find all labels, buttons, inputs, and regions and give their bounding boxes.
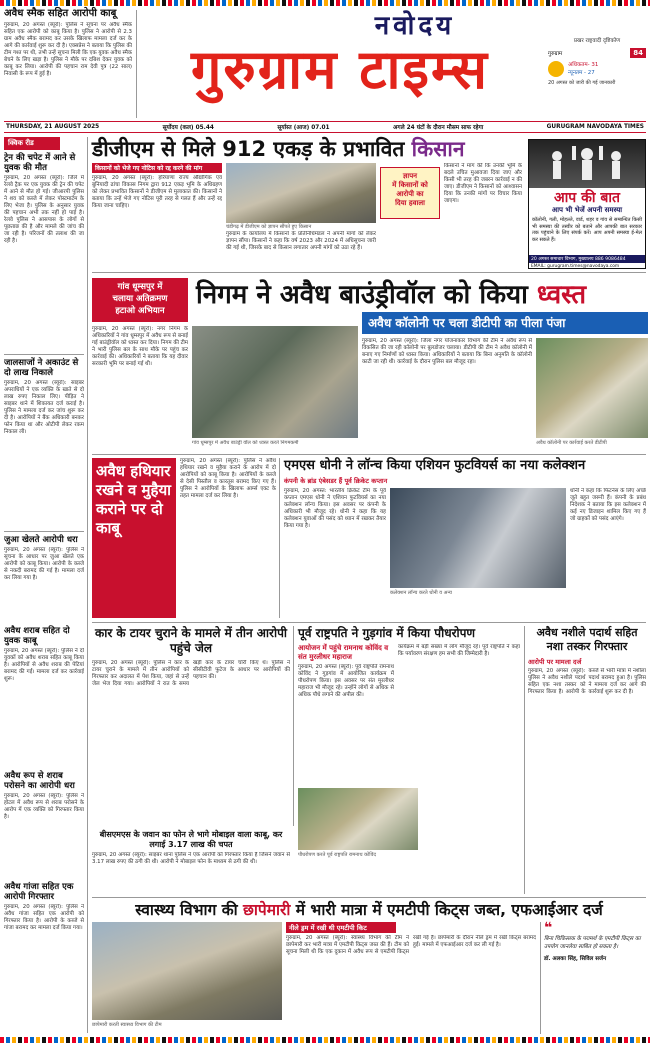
masthead-brand bbox=[140, 12, 540, 112]
nigam-headline-accent: ध्वस्त bbox=[536, 280, 587, 310]
nigam-headline bbox=[196, 280, 648, 310]
lead-text-right: किसानों ने मांग की कि उनकी भूमि के बदले उचित मुआवजा दिया जाए और किसी भी तरह की जबरन कार्रवाई न की जाए। डीजीएम ने किसानों को आश्वासन दिया कि उनकी मांगों पर विचार किया जाएगा। bbox=[444, 163, 522, 204]
dtp-photo bbox=[536, 338, 648, 438]
dhoni-right-text: धोनी ने कहा कि फिटनेस के लिए अच्छे जूते बहुत जरूरी हैं। कंपनी के प्रबंध निदेशक ने बताया कि इस कलेक्शन में कई नए डिजाइन शामिल किए गए हैं जो ग्राहकों को पसंद आएंगे। bbox=[570, 488, 646, 522]
apki-baat-sub: आप भी भेजें अपनी समस्या bbox=[551, 206, 623, 214]
health-text: गुरुग्राम, 20 अगस्त (ब्यूरो): स्वास्थ्य विभाग की टीम ने छापेमारी कर भारी मात्रा में एमटीपी किट्स जब्त की हैं। टीम को सूचना मिली थी कि एक दुकान में अवैध रूप से एमटीपी किट्स रखी गई हैं। छापेमारी के दौरान नीले ड्रम में रखी किट्स बरामद हुईं। मामले में एफआईआर दर्ज कर ली गई है। bbox=[286, 935, 536, 955]
divider bbox=[87, 137, 88, 1033]
divider bbox=[293, 626, 294, 826]
divider bbox=[4, 531, 84, 532]
sidebar-story-6-text: गुरुग्राम, 20 अगस्त (ब्यूरो): पुलिस ने अवैध गांजा सहित एक आरोपी को गिरफ्तार किया है। आरोपी के कब्जे से गांजा बरामद कर मामला दर्ज किया गया। bbox=[4, 904, 84, 931]
sidebar-story-4-text: गुरुग्राम, 20 अगस्त (ब्यूरो): पुलिस ने दो युवकों को अवैध शराब सहित काबू किया है। आरोपियों से अवैध शराब की पेटियां बरामद की गईं। मामला दर्ज कर कार्रवाई शुरू। bbox=[4, 648, 84, 682]
weather-min: न्यूनतम - 27 bbox=[568, 70, 595, 76]
sun-icon bbox=[548, 61, 564, 77]
health-photo bbox=[92, 922, 282, 1020]
car-text: गुरुग्राम, 20 अगस्त (ब्यूरो): पुलिस ने कार के टायर चुराने के मामले में तीन आरोपियों को गिरफ्तार कर अदालत में पेश किया, जहां से उन्हें जेल भेज दिया गया। आरोपियों ने रात के समय खड़ी कार के टायर चोरी किए थे। पुलिस ने सीसीटीवी फुटेज के आधार पर आरोपियों की पहचान की। bbox=[92, 660, 290, 687]
box-line: ज्ञापन bbox=[402, 172, 418, 180]
lead-story bbox=[92, 137, 522, 267]
divider bbox=[92, 622, 646, 623]
health-headline-a: स्वास्थ्य विभाग की bbox=[135, 901, 238, 919]
lead-headline-main: डीजीएम से मिले 912 एकड़ के प्रभावित bbox=[92, 137, 405, 161]
nigam-text: गुरुग्राम, 20 अगस्त (ब्यूरो): नगर निगम के अधिकारियों ने गांव धूम्सपुर में अवैध रूप से बनाई गई बाउंड्रीवॉल को ध्वस्त कर दिया। निगम की टीम ने भारी पुलिस बल के साथ मौके पर पहुंच कर कार्रवाई की। अधिकारियों ने बताया कि यह दीवार सरकारी भूमि पर बनाई गई थी। bbox=[92, 326, 188, 367]
color-strip-bottom bbox=[0, 1037, 650, 1043]
page-number: 84 bbox=[630, 48, 646, 58]
sidebar-story-2-title: जालसाजों ने अकाउंट से दो लाख निकाले bbox=[4, 358, 79, 378]
rashtrapati-headline: पूर्व राष्ट्रपति ने गुड़गांव में किया पौधरोपण bbox=[298, 626, 476, 640]
dhoni-caption: कलेक्शन लॉन्च करते धोनी व अन्य bbox=[390, 590, 452, 596]
bijli-headline: बीसएमएस के जवान का फोन ले भागे मोबाइल वाला काबू, कर लगाई 3.17 लाख की चपत bbox=[99, 830, 283, 849]
dtp-text: गुरुग्राम, 20 अगस्त (ब्यूरो): जिला नगर योजनाकार विभाग की टीम ने अवैध रूप से विकसित की जा रही कॉलोनी पर बुलडोजर चलाया। डीटीपी की टीम ने अवैध कॉलोनी में बनाए गए निर्माणों को ध्वस्त किया। अधिकारियों ने बताया कि बिना अनुमति के कॉलोनी काटी जा रही थी। कार्रवाई के दौरान पुलिस बल मौजूद रहा। bbox=[362, 338, 532, 365]
apki-baat-contact: 20 अगस्त समाचार विभाग, मुख्यालय 886 9086484 bbox=[529, 255, 645, 263]
quick-read-sidebar bbox=[4, 137, 84, 1033]
car-story bbox=[92, 626, 290, 826]
sidebar-story-5-text: गुरुग्राम, 20 अगस्त (ब्यूरो): पुलिस ने होटल में अवैध रूप से शराब परोसने के आरोप में एक व्यक्ति को गिरफ्तार किया है। bbox=[4, 793, 84, 820]
divider bbox=[92, 897, 646, 898]
dhoni-text: गुरुग्राम, 20 अगस्त: भारतीय क्रिकेट टीम के पूर्व कप्तान एमएस धोनी ने एशियन फुटवियर्स का नया कलेक्शन लॉन्च किया। इस अवसर पर कंपनी के अधिकारी भी मौजूद रहे। धोनी ने कहा कि यह कलेक्शन युवाओं की पसंद को ध्यान में रखकर तैयार किया गया है। bbox=[284, 488, 386, 529]
health-quote-by: डॉ. अलका सिंह, सिविल सर्जन bbox=[544, 956, 607, 962]
lead-quote-box bbox=[380, 167, 440, 219]
nasha-sub: आरोपी पर मामला दर्ज bbox=[528, 658, 582, 666]
lead-photo bbox=[226, 163, 376, 223]
bijli-story bbox=[92, 830, 290, 894]
hathiyar-headline-box bbox=[92, 458, 176, 618]
protest-graphic bbox=[529, 140, 645, 188]
nigam-photo-block bbox=[192, 326, 358, 450]
sidebar-story-1-text: गुरुग्राम, 20 अगस्त (ब्यूरो): जिले में रेलवे ट्रैक पर एक युवक की ट्रेन की चपेट में आने से मौत हो गई। जीआरपी पुलिस ने शव को कब्जे में लेकर पोस्टमार्टम के लिए भेजा है। पुलिस के अनुसार युवक की पहचान अभी तक नहीं हो पाई है। रेलवे पुलिस ने आसपास के लोगों से पूछताछ की है और मामले की जांच की जा रही है। परिजनों की तलाश की जा रही है। bbox=[4, 175, 84, 244]
box-line: आरोपी का bbox=[396, 190, 424, 198]
quick-read-tag: क्विक रीड bbox=[4, 137, 60, 150]
divider bbox=[279, 458, 280, 618]
masthead-left-story bbox=[4, 8, 132, 118]
health-sub: नीले ड्रम में रखी थी एमटीपी किट bbox=[286, 922, 396, 933]
masthead-left-title: अवैध स्मैक सहित आरोपी काबू bbox=[4, 8, 117, 19]
dateline-sunrise: सूर्योदय (कल) 05.44 bbox=[162, 125, 214, 131]
sidebar-story-3-title: जुआ खेलते आरोपी धरा bbox=[4, 535, 78, 545]
sidebar-story-4-title: अवैध शराब सहित दो युवक काबू bbox=[4, 626, 70, 646]
rashtrapati-right-text: कार्यक्रम में बड़ी संख्या में लोग मौजूद रहे। पूर्व राष्ट्रपति ने कहा कि पर्यावरण संरक्षण हम सभी की जिम्मेदारी है। bbox=[398, 644, 520, 657]
weather-max: अधिकतम- 31 bbox=[568, 62, 599, 68]
weather-note: 20 अगस्त को जारी की गई जानकारी bbox=[548, 80, 616, 86]
nasha-text: गुरुग्राम, 20 अगस्त (ब्यूरो): पुलिस ने अवैध नशीले पदार्थ सहित एक नशा तस्कर को गिरफ्तार किया है। आरोपी के कब्जे से भारी मात्रा में नशीला पदार्थ बरामद हुआ है। पुलिस ने मामला दर्ज कर आगे की कार्रवाई शुरू कर दी है। bbox=[528, 668, 646, 695]
lead-headline bbox=[92, 137, 522, 161]
health-headline bbox=[92, 900, 646, 920]
color-strip-top bbox=[0, 0, 650, 6]
sidebar-story-6-title: अवैध गांजा सहित एक आरोपी गिरफ्तार bbox=[4, 882, 74, 902]
sidebar-story-2-text: गुरुग्राम, 20 अगस्त (ब्यूरो): साइबर अपराधियों ने एक व्यक्ति के खाते से दो लाख रुपए निकाल लिए। पीड़ित ने साइबर थाने में शिकायत दर्ज कराई है। पुलिस ने मामला दर्ज कर जांच शुरू कर दी है। आरोपियों ने बैंक अधिकारी बनकर फोन किया था और ओटीपी लेकर रकम निकाल ली। bbox=[4, 380, 84, 435]
dtp-story bbox=[362, 338, 648, 450]
dhoni-sub: कंपनी के ब्रांड एंबेसडर हैं पूर्व क्रिकेट कप्तान bbox=[284, 477, 388, 485]
protest-icon bbox=[542, 144, 632, 184]
lead-subhead: किसानों को भेजे गए नोटिस को रद्द करने की मांग bbox=[92, 163, 222, 173]
divider bbox=[92, 454, 646, 455]
dhoni-photo bbox=[390, 488, 566, 588]
rashtrapati-photo bbox=[298, 788, 418, 850]
health-headline-b: में भारी मात्रा में एमटीपी किट्स जब्त, एफआईआर दर्ज bbox=[295, 901, 603, 919]
dtp-caption: अवैध कॉलोनी पर कार्रवाई करते डीटीपी bbox=[536, 440, 607, 446]
dateline-weather: अगले 24 घंटों के दौरान मौसम साफ रहेगा bbox=[393, 125, 484, 131]
dhoni-headline: एमएस धोनी ने लॉन्च किया एशियन फुटवियर्स का नया कलेक्शन bbox=[284, 458, 586, 473]
kicker-line: चलाया अतिक्रमण bbox=[112, 294, 168, 304]
sidebar-story-5-title: अवैध रूप से शराब परोसने का आरोपी धरा bbox=[4, 771, 75, 791]
sidebar-story-1-title: ट्रेन की चपेट में आने से युवक की मौत bbox=[4, 153, 76, 173]
lead-text-left: गुरुग्राम, 20 अगस्त (ब्यूरो): हरियाणा राज्य औद्योगिक एवं बुनियादी ढांचा विकास निगम द्वारा 912 एकड़ भूमि के अधिग्रहण को लेकर प्रभावित किसानों ने डीजीएम से मुलाकात की। किसानों ने बताया कि उन्हें भेजे गए नोटिस पूरी तरह से गलत हैं और उन्हें रद्द किया जाना चाहिए। bbox=[92, 175, 222, 209]
nigam-photo-caption: गांव धूम्सपुर में अवैध बाउंड्री वॉल को ध्वस्त करते निगमकर्मी bbox=[192, 440, 299, 446]
nigam-kicker bbox=[92, 278, 188, 322]
hathiyar-column bbox=[180, 458, 276, 618]
box-line: दिया हवाला bbox=[395, 199, 425, 207]
dateline-date: THURSDAY, 21 AUGUST 2025 bbox=[6, 124, 100, 130]
dateline-sunset: सूर्यास्त (आज) 07.01 bbox=[277, 125, 330, 131]
dateline bbox=[4, 121, 646, 133]
divider bbox=[136, 10, 137, 118]
masthead-right bbox=[548, 36, 646, 118]
rashtrapati-story bbox=[298, 626, 520, 894]
bijli-text: गुरुग्राम, 20 अगस्त (ब्यूरो): साइबर थाना पुलिस ने एक आरोपी को गिरफ्तार किया है जिसने जवान से 3.17 लाख रुपए की ठगी की थी। आरोपी ने मोबाइल फोन के माध्यम से ठगी की थी। bbox=[92, 852, 290, 865]
hathiyar-text: गुरुग्राम, 20 अगस्त (ब्यूरो): पुलिस ने अवैध हथियार रखने व मुहैया कराने के आरोप में दो आरोपियों को काबू किया है। आरोपियों के कब्जे से देसी पिस्तौल व कारतूस बरामद किए गए हैं। पुलिस ने आरोपियों के खिलाफ आर्म्स एक्ट के तहत मामला दर्ज कर लिया है। bbox=[180, 458, 276, 499]
rashtrapati-caption: पौधरोपण करते पूर्व राष्ट्रपति रामनाथ कोविंद bbox=[298, 852, 377, 858]
brand-title: गुरुग्राम टाइम्स bbox=[191, 38, 489, 101]
health-headline-accent: छापेमारी bbox=[243, 901, 291, 919]
kicker-line: हटाओ अभियान bbox=[115, 306, 165, 316]
box-line: में किसानों को bbox=[392, 181, 428, 189]
nigam-column bbox=[92, 326, 188, 450]
dtp-banner-text: अवैध कॉलोनी पर चला डीटीपी का पीला पंजा bbox=[368, 316, 566, 330]
weather-city: गुरुग्राम bbox=[548, 51, 563, 57]
lead-headline-accent: किसान bbox=[411, 137, 465, 161]
lead-photo-caption: चंडीगढ़ में डीजीएम को ज्ञापन सौंपते हुए किसान bbox=[226, 224, 312, 230]
divider bbox=[4, 354, 84, 355]
tagline: प्रखर राष्ट्रवादी दृष्टिकोण bbox=[573, 38, 621, 44]
divider bbox=[524, 626, 525, 894]
apki-baat-text: कॉलोनी, गली, मोहल्ले, वार्ड, शहर व गांव से सम्बन्धित किसी भी समस्या की तस्वीर को बताने और आपकी बात सरकार तक पहुंचाने के लिए संपर्क करें। आप अपनी समस्या ई-मेल कर सकते हैं। bbox=[532, 217, 642, 243]
dateline-paper: GURUGRAM NAVODAYA TIMES bbox=[546, 124, 644, 130]
car-headline: कार के टायर चुराने के मामले में तीन आरोपी पहुंचे जेल bbox=[95, 626, 287, 655]
hathiyar-headline: अवैध हथियार रखने व मुहैया कराने पर दो काबू bbox=[96, 462, 172, 537]
dhoni-story bbox=[284, 458, 646, 618]
apki-baat-title: आप की बात bbox=[554, 190, 620, 206]
health-caption: छापेमारी करती स्वास्थ्य विभाग की टीम bbox=[92, 1022, 162, 1028]
apki-baat-box bbox=[528, 139, 646, 269]
masthead-left-text: गुरुग्राम, 20 अगस्त (ब्यूरो): पुलिस ने सूचना पर अवैध स्मैक सहित एक आरोपी को काबू किया है। पुलिस ने आरोपी से 2.3 ग्राम अवैध स्मैक बरामद कर उसके खिलाफ मामला दर्ज कर के आगे की कार्रवाई शुरू कर दी है। एक्सप्रेस ने बताया कि पुलिस की टीम गश्त पर थी, तभी उन्हें सूचना मिली कि एक युवक अवैध स्मैक बेचने के लिए खड़ा है। पुलिस ने मौके पर दबिश देकर युवक को काबू कर लिया। आरोपी की पहचान राम देवी पुत्र (22 साल) निवासी के रूप में हुई है। bbox=[4, 22, 132, 77]
rashtrapati-text: गुरुग्राम, 20 अगस्त (ब्यूरो): पूर्व राष्ट्रपति रामनाथ कोविंद ने गुड़गांव में आयोजित कार्यक्रम में पौधरोपण किया। इस अवसर पर संत मुरलीधर महाराज भी मौजूद रहे। उन्होंने लोगों से अधिक से अधिक पौधे लगाने की अपील की। bbox=[298, 664, 394, 698]
apki-baat-email: EMAIL: gurugram.times@navodaya.com bbox=[531, 264, 620, 269]
health-story bbox=[92, 922, 646, 1034]
brand-navodaya: नवोदय bbox=[374, 11, 456, 41]
divider bbox=[92, 272, 646, 273]
nigam-photo bbox=[192, 326, 358, 438]
lead-text-mid: गुरुग्राम के कार्यालय में किसानों के प्रतिनिधिमंडल ने अपनी मांगों को लेकर ज्ञापन सौंपा। किसानों ने कहा कि वर्ष 2023 और 2024 में अधिसूचना जारी की गई थी, जिसके बाद से किसान लगातार अपनी मांगों को उठा रहे हैं। bbox=[226, 231, 376, 251]
quote-icon: ❝ bbox=[544, 920, 553, 936]
kicker-line: गांव धूम्सपुर में bbox=[117, 282, 163, 292]
health-quote: बिना चिकित्सक के परामर्श के एमटीपी किट्स का उपयोग जानलेवा साबित हो सकता है। bbox=[544, 936, 641, 950]
nigam-headline-main: निगम ने अवैध बाउंड्रीवॉल को किया bbox=[196, 280, 528, 310]
sidebar-story-3-text: गुरुग्राम, 20 अगस्त (ब्यूरो): पुलिस ने सूचना के आधार पर जुआ खेलते एक आरोपी को काबू किया। आरोपी के कब्जे से नकदी बरामद की गई है। मामला दर्ज कर लिया गया है। bbox=[4, 547, 84, 581]
dtp-banner bbox=[362, 312, 648, 334]
rashtrapati-sub: आयोजन में पहुंचे रामनाथ कोविंद व संत मुरलीधर महाराज bbox=[298, 644, 389, 661]
nasha-story bbox=[528, 626, 646, 894]
nasha-headline: अवैध नशीले पदार्थ सहित नशा तस्कर गिरफ्तार bbox=[536, 626, 638, 653]
